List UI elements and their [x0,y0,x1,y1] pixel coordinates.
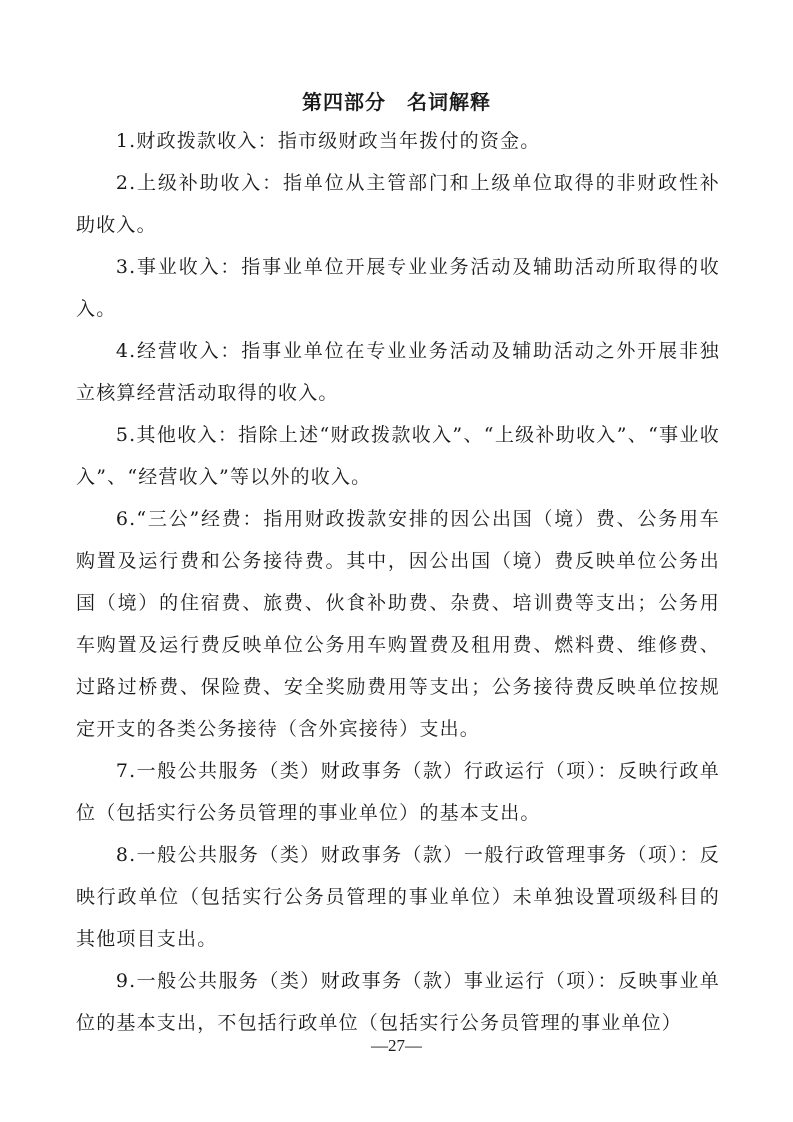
page-number: —27— [371,1036,422,1055]
paragraph-8: 8.一般公共服务（类）财政事务（款）一般行政管理事务（项）：反映行政单位（包括实行公务员管理的事业单位）未单独设置项级科目的其他项目支出。 [76,844,720,950]
paragraph-3: 3.事业收入：指事业单位开展专业业务活动及辅助活动所取得的收入。 [76,256,720,320]
paragraph-7: 7.一般公共服务（类）财政事务（款）行政运行（项）：反映行政单位（包括实行公务员管理的事业单位）的基本支出。 [76,760,720,824]
paragraph-6: 6.“三公”经费：指用财政拨款安排的因公出国（境）费、公务用车购置及运行费和公务接待费。其中，因公出国（境）费反映单位公务出国（境）的住宿费、旅费、伙食补助费、杂费、培训费等支出；公务用车购置及运行费反映单位公务用车购置费及租用费、燃料费、维修费、过路过桥费、保险费、安全奖励费用等支出；公务接待费反映单位按规定开支的各类公务接待（含外宾接待）支出。 [76,508,720,740]
paragraph-9: 9.一般公共服务（类）财政事务（款）事业运行（项）：反映事业单位的基本支出，不包括行政单位（包括实行公务员管理的事业单位） [76,970,720,1034]
paragraph-4: 4.经营收入：指事业单位在专业业务活动及辅助活动之外开展非独立核算经营活动取得的收入。 [76,340,720,404]
paragraph-1: 1.财政拨款收入：指市级财政当年拨付的资金。 [115,130,541,152]
section-title: 第四部分 名词解释 [302,90,491,114]
paragraph-2: 2.上级补助收入：指单位从主管部门和上级单位取得的非财政性补助收入。 [76,172,720,236]
document-body [76,120,720,1044]
paragraph-5: 5.其他收入：指除上述“财政拨款收入”、“上级补助收入”、“事业收入”、“经营收入”等以外的收入。 [76,424,720,488]
